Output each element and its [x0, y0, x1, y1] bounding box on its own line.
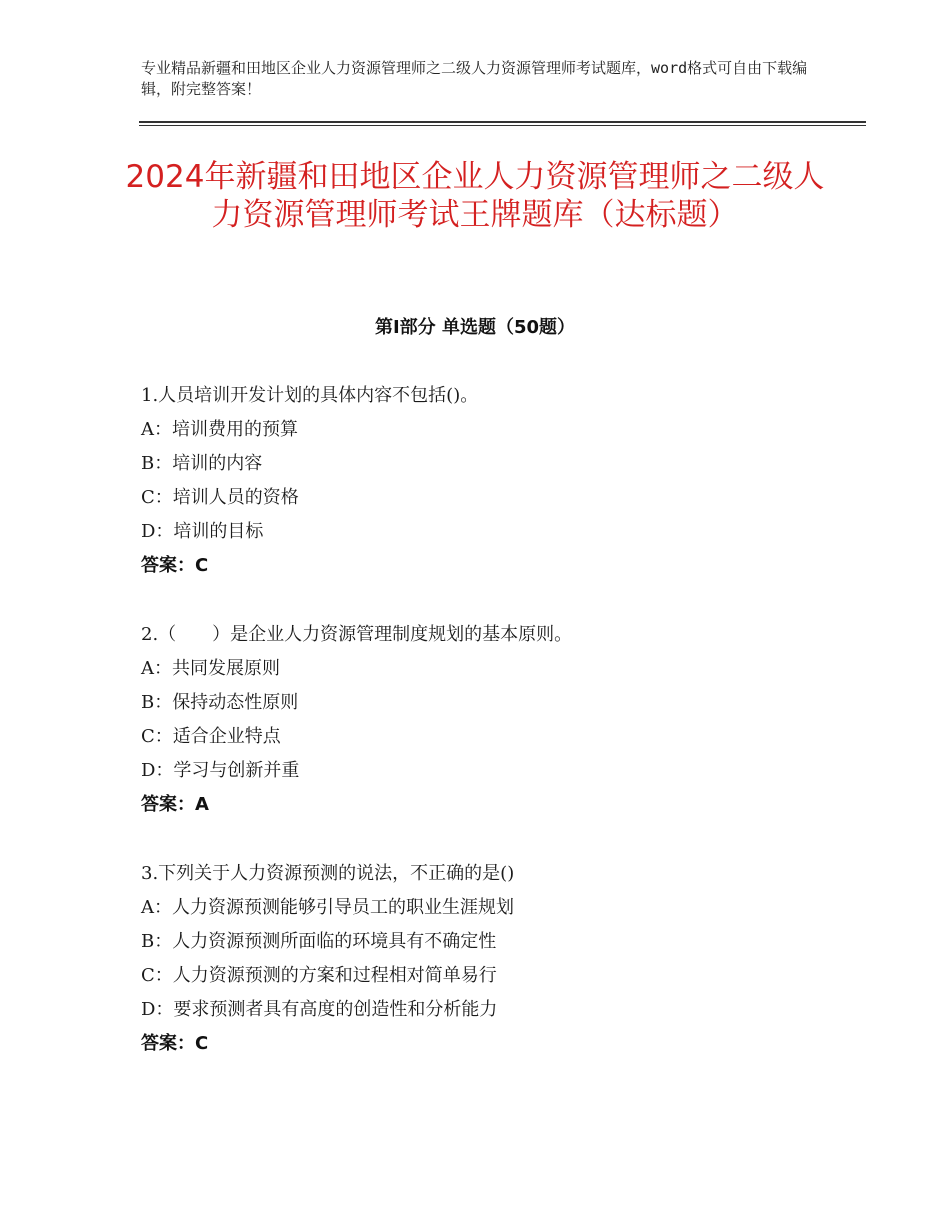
document-title: 2024年新疆和田地区企业人力资源管理师之二级人力资源管理师考试王牌题库（达标题）: [125, 159, 825, 233]
option-c: C：人力资源预测的方案和过程相对简单易行: [141, 965, 497, 986]
option-c: C：培训人员的资格: [141, 487, 299, 508]
section-heading: 第Ⅰ部分 单选题（50题）: [374, 317, 575, 338]
option-d: D：要求预测者具有高度的创造性和分析能力: [141, 999, 498, 1020]
option-a: A：培训费用的预算: [141, 419, 298, 440]
answer: 答案：C: [141, 555, 209, 576]
answer: 答案：A: [141, 794, 209, 815]
question-stem: 1.人员培训开发计划的具体内容不包括()。: [141, 385, 479, 406]
option-b: B：人力资源预测所面临的环境具有不确定性: [141, 931, 497, 952]
question-2: [141, 618, 841, 822]
header-divider-thin: [139, 125, 866, 126]
option-d: D：学习与创新并重: [141, 760, 300, 781]
option-d: D：培训的目标: [141, 521, 264, 542]
option-b: B：培训的内容: [141, 453, 263, 474]
question-3: [141, 857, 841, 1061]
question-1: [141, 379, 841, 583]
header-divider-thick: [139, 121, 866, 123]
question-stem: 2.（ ）是企业人力资源管理制度规划的基本原则。: [141, 624, 573, 645]
option-a: A：人力资源预测能够引导员工的职业生涯规划: [141, 897, 514, 918]
option-a: A：共同发展原则: [141, 658, 280, 679]
answer: 答案：C: [141, 1033, 209, 1054]
option-c: C：适合企业特点: [141, 726, 281, 747]
question-stem: 3.下列关于人力资源预测的说法，不正确的是(): [141, 863, 515, 884]
header-note: 专业精品新疆和田地区企业人力资源管理师之二级人力资源管理师考试题库，word格式可自由下载编辑，附完整答案！: [141, 59, 808, 98]
option-b: B：保持动态性原则: [141, 692, 299, 713]
